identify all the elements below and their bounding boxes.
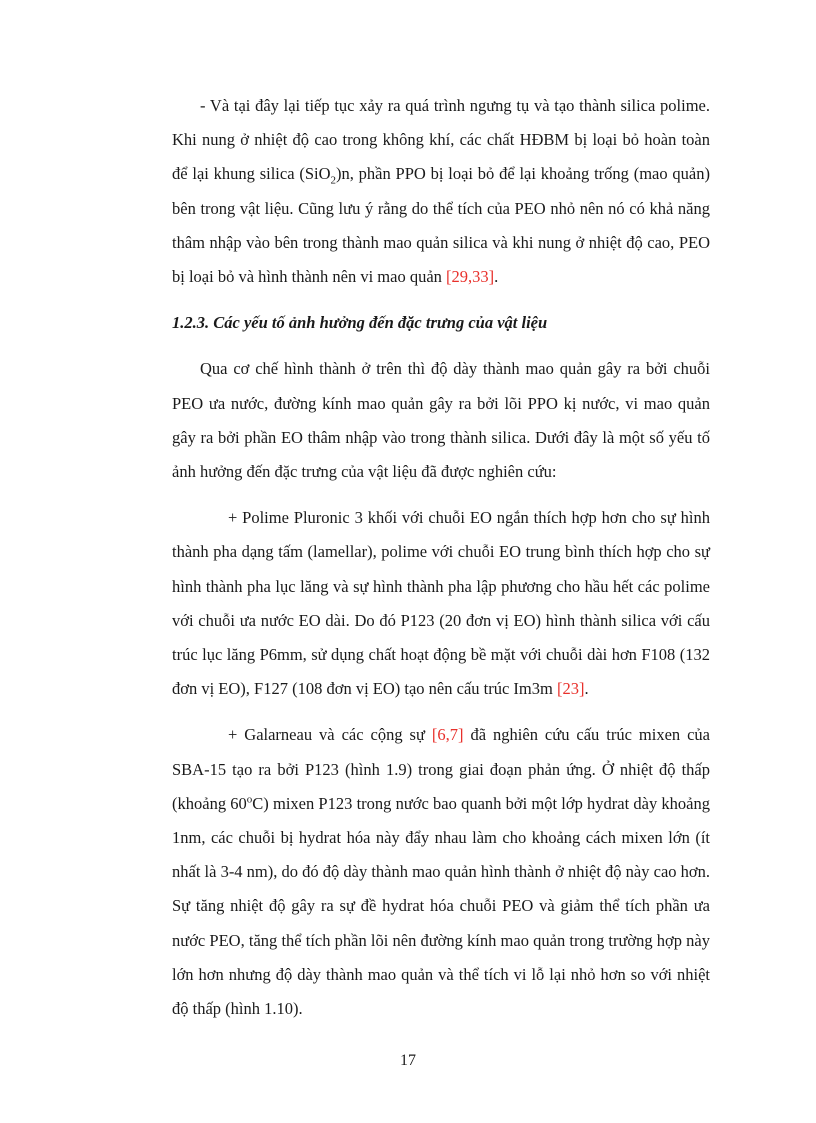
page-body — [172, 89, 710, 1038]
paragraph-galarneau-micelles: + Galarneau và các cộng sự [6,7] đã nghiên cứu cấu trúc mixen của SBA-15 tạo ra bởi P123 (hình 1.9) trong giai đoạn phản ứng. Ở nhiệt độ thấp (khoảng 60$^o$C) mixen P123 trong nước bao quanh bởi một lớp hydrat dày khoảng 1nm, các chuỗi bị hydrat hóa này đẩy nhau làm cho khoảng cách mixen lớn (ít nhất là 3-4 nm), do đó độ dày thành mao quản hình thành ở nhiệt độ này cao hơn. Sự tăng nhiệt độ gây ra sự đề hydrat hóa chuỗi PEO và giảm thể tích phần ưa nước PEO, tăng thể tích phần lõi nên đường kính mao quản trong trường hợp này lớn hơn nhưng độ dày thành mao quản và thể tích vi lỗ lại nhỏ hơn so với nhiệt độ thấp (hình 1.10). — [172, 725, 711, 1019]
citation-6-7[interactable]: [6,7] — [431, 725, 464, 745]
section-heading-1-2-3: 1.2.3. Các yếu tố ảnh hưởng đến đặc trưng của vật liệu — [172, 313, 548, 333]
paragraph-pluronic-phases: + Polime Pluronic 3 khối với chuỗi EO ngắn thích hợp hơn cho sự hình thành pha dạng tấm (lamellar), polime với chuỗi EO trung bình thích hợp cho sự hình thành pha lục lăng và sự hình thành pha lập phương cho hầu hết các polime với chuỗi ưa nước EO dài. Do đó P123 (20 đơn vị EO) hình thành silica với cấu trúc lục lăng P6mm, sử dụng chất hoạt động bề mặt với chuỗi dài hơn F108 (132 đơn vị EO), F127 (108 đơn vị EO) tạo nên cấu trúc Im3m [23]. — [172, 508, 710, 699]
paragraph-factors-intro: Qua cơ chế hình thành ở trên thì độ dày thành mao quản gây ra bởi chuỗi PEO ưa nước, đường kính mao quản gây ra bởi lõi PPO kị nước, vi mao quản gây ra bởi phần EO thâm nhập vào trong thành silica. Dưới đây là một số yếu tố ảnh hưởng đến đặc trưng của vật liệu đã được nghiên cứu: — [172, 359, 710, 482]
citation-23[interactable]: [23] — [556, 679, 585, 699]
page-number: 17 — [400, 1052, 416, 1069]
paragraph-silica-polymerization: - Và tại đây lại tiếp tục xảy ra quá trình ngưng tụ và tạo thành silica polime. Khi nung ở nhiệt độ cao trong không khí, các chất HĐBM bị loại bỏ hoàn toàn để lại khung silica (SiO$_2$)n, phần PPO bị loại bỏ để lại khoảng trống (mao quản) bên trong vật liệu. Cũng lưu ý rằng do thể tích của PEO nhỏ nên nó có khả năng thâm nhập vào bên trong thành mao quản silica và khi nung ở nhiệt độ cao, PEO bị loại bỏ và hình thành nên vi mao quản [29,33]. — [172, 96, 710, 287]
citation-29-33[interactable]: [29,33] — [446, 267, 495, 287]
